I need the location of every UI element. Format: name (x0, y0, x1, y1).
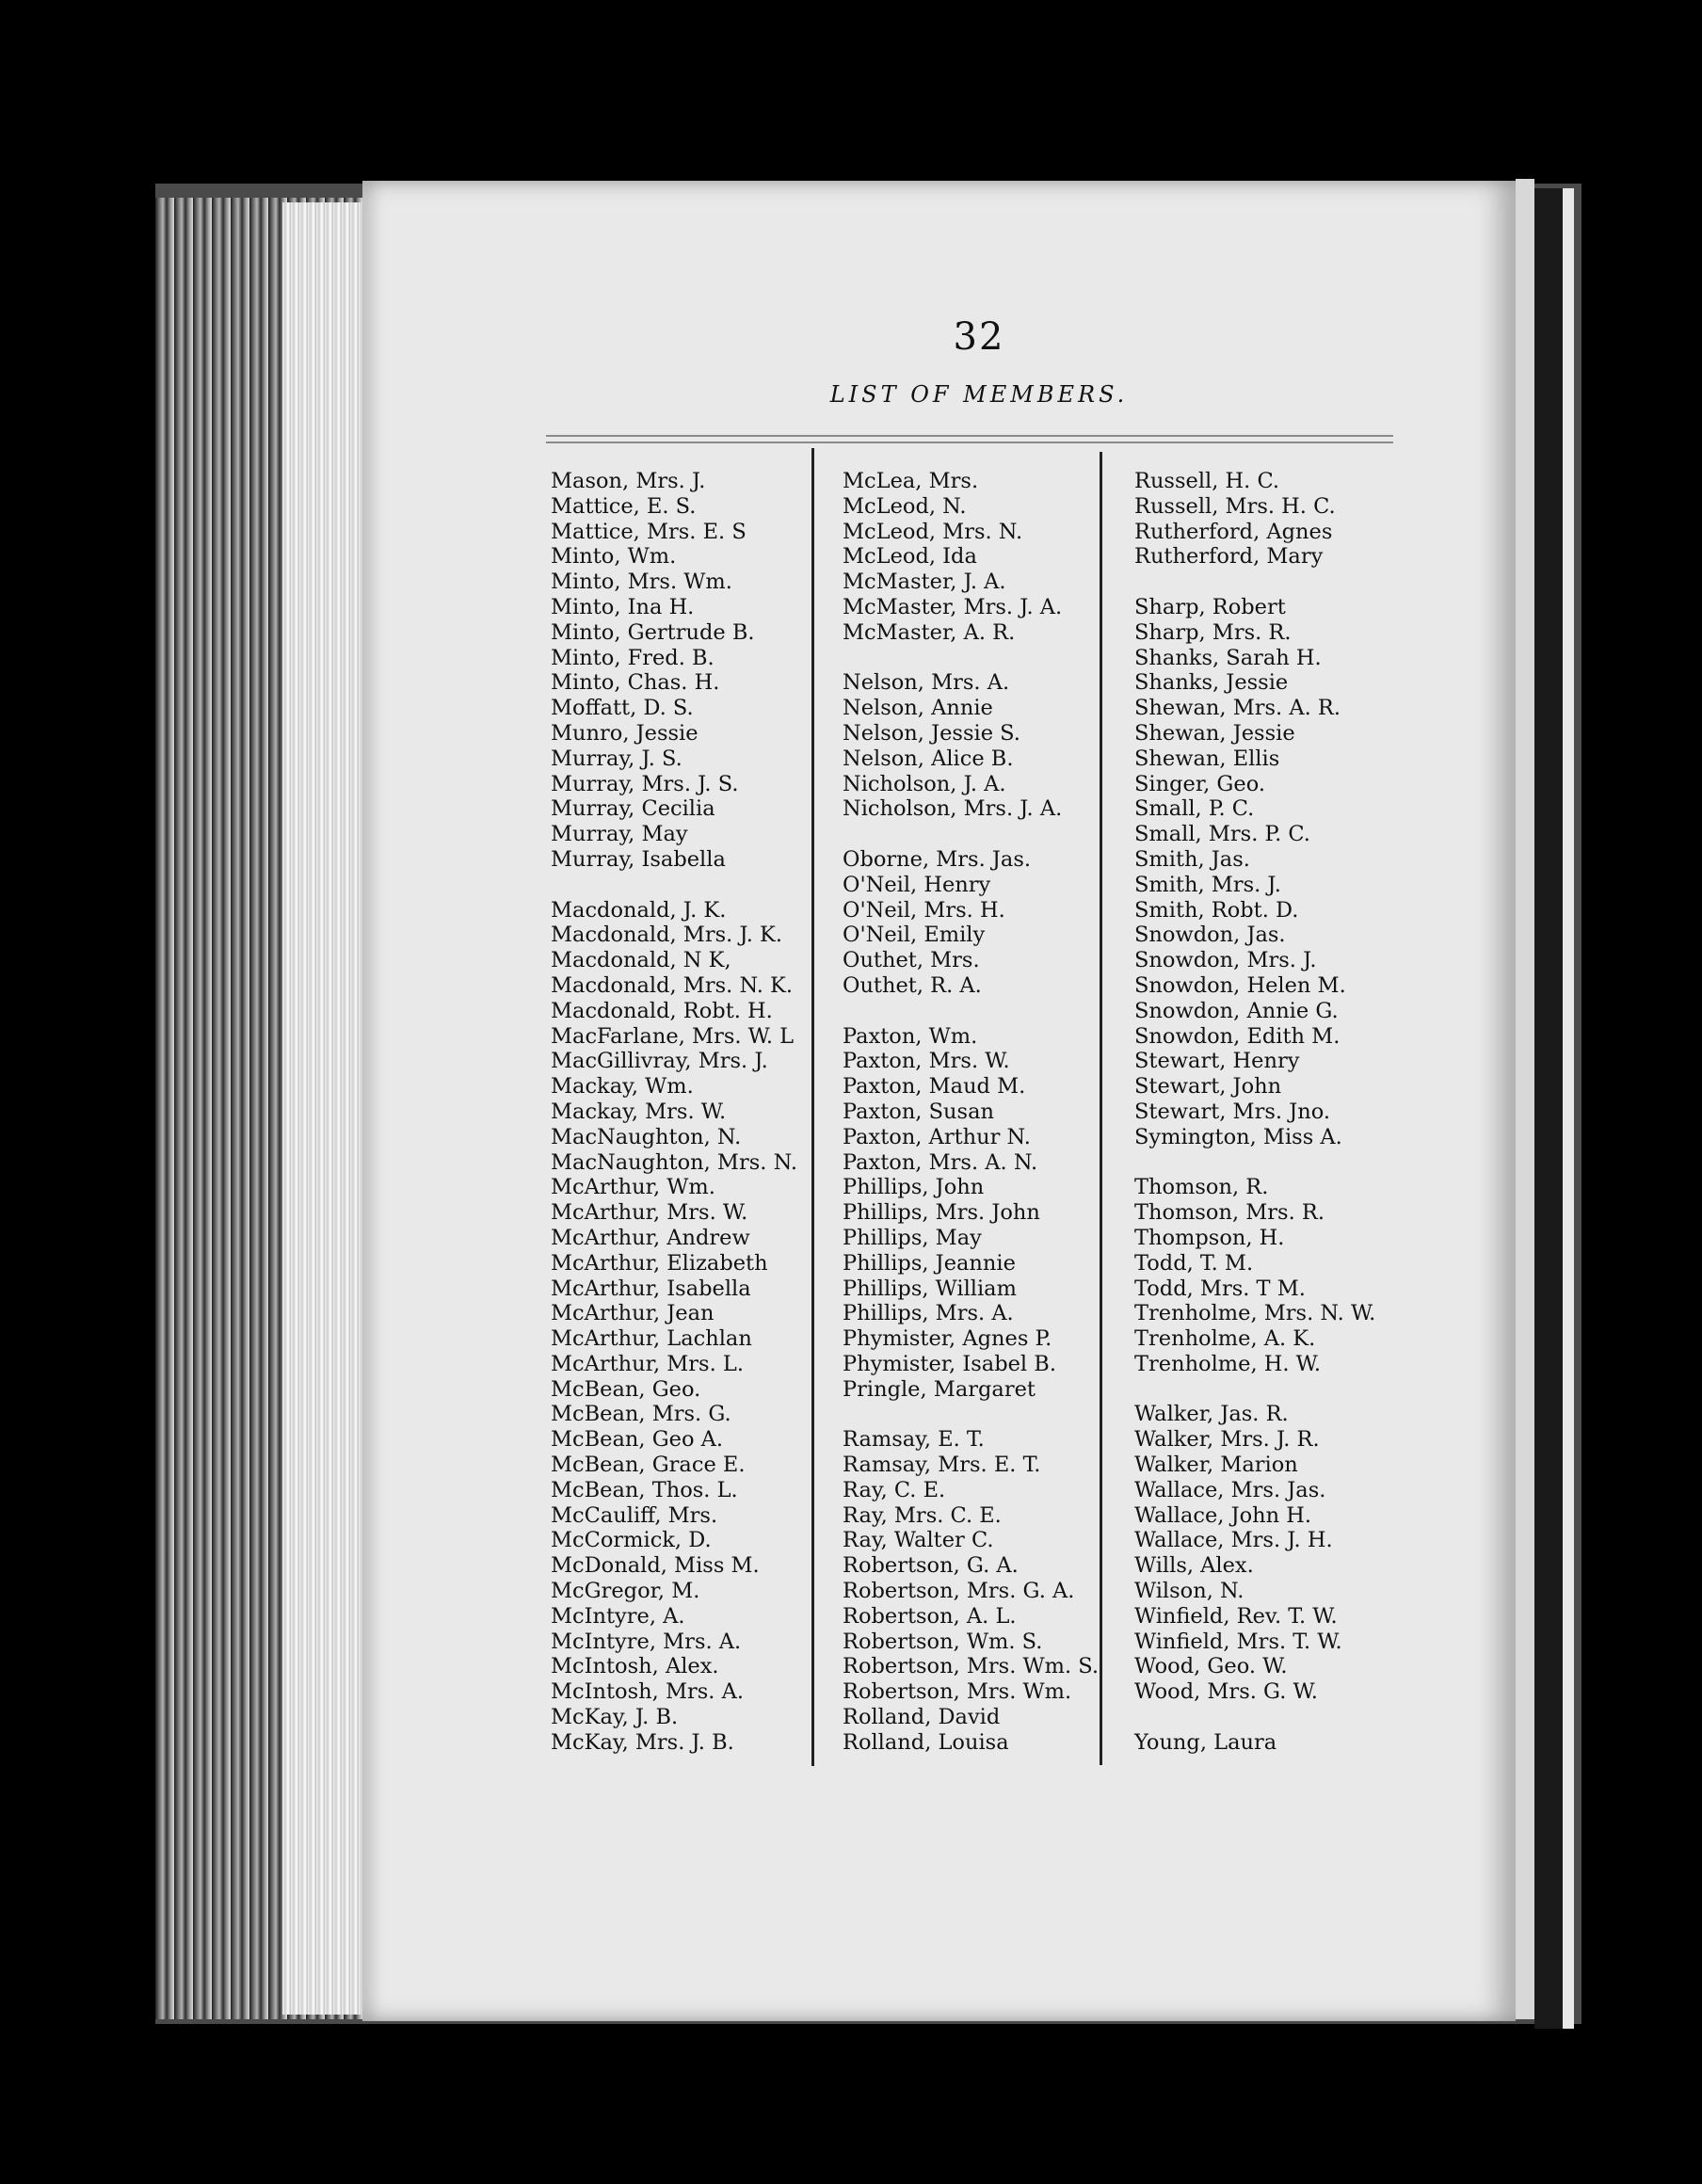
member-column-1 (551, 469, 797, 1756)
page-number: 32 (953, 315, 1005, 359)
member-entry: Phillips, May (843, 1225, 982, 1250)
member-entry: Wills, Alex. (1134, 1553, 1254, 1579)
member-entry: McMaster, J. A. (843, 570, 1006, 595)
member-entry: McArthur, Elizabeth (551, 1250, 768, 1276)
member-entry: Stewart, John (1134, 1074, 1282, 1100)
member-entry: Robertson, Mrs. G. A. (843, 1579, 1075, 1604)
member-entry: MacNaughton, N. (551, 1124, 742, 1149)
member-entry: Paxton, Arthur N. (843, 1124, 1031, 1149)
member-entry: McArthur, Mrs. L. (551, 1351, 744, 1376)
member-entry: Rutherford, Mary (1134, 544, 1324, 570)
member-entry: McDonald, Miss M. (551, 1553, 760, 1579)
member-entry: Ramsay, Mrs. E. T. (843, 1453, 1041, 1478)
member-column-2 (843, 469, 1099, 1756)
member-entry: Wallace, Mrs. Jas. (1134, 1477, 1326, 1502)
back-cover-strip (1563, 188, 1574, 2029)
member-entry: McMaster, A. R. (843, 619, 1016, 645)
member-entry: Snowdon, Jas. (1134, 923, 1286, 948)
member-entry: Wood, Geo. W. (1134, 1654, 1288, 1679)
member-entry: Snowdon, Mrs. J. (1134, 948, 1317, 973)
member-entry: Russell, Mrs. H. C. (1134, 493, 1336, 519)
member-entry: O'Neil, Emily (843, 923, 986, 948)
member-entry: Murray, Isabella (551, 846, 726, 872)
member-entry: Trenholme, A. K. (1134, 1326, 1316, 1352)
member-entry: Mattice, E. S. (551, 493, 697, 519)
member-entry: Sharp, Robert (1134, 594, 1286, 619)
member-entry: Mackay, Mrs. W. (551, 1099, 727, 1124)
member-entry: Ray, C. E. (843, 1477, 946, 1502)
member-entry: Nelson, Mrs. A. (843, 670, 1010, 696)
member-entry: Outhet, R. A. (843, 972, 982, 998)
member-entry: Stewart, Mrs. Jno. (1134, 1099, 1331, 1124)
member-entry: Walker, Marion (1134, 1453, 1298, 1478)
member-entry: McBean, Grace E. (551, 1453, 746, 1478)
member-entry: Smith, Robt. D. (1134, 897, 1299, 923)
member-entry: Minto, Gertrude B. (551, 619, 755, 645)
member-entry: Singer, Geo. (1134, 771, 1265, 796)
member-entry: Mackay, Wm. (551, 1074, 694, 1100)
member-entry: Mason, Mrs. J. (551, 469, 706, 493)
member-entry: Nelson, Annie (843, 696, 993, 721)
member-entry: Rolland, Louisa (843, 1729, 1009, 1755)
member-entry: McIntyre, Mrs. A. (551, 1629, 742, 1654)
member-entry: Walker, Mrs. J. R. (1134, 1427, 1320, 1453)
member-entry: Winfield, Rev. T. W. (1134, 1603, 1338, 1629)
member-entry: MacGillivray, Mrs. J. (551, 1049, 768, 1074)
member-column-3 (1134, 469, 1375, 1756)
member-entry: MacFarlane, Mrs. W. L (551, 1023, 795, 1049)
member-entry: Minto, Fred. B. (551, 645, 715, 670)
member-entry: Macdonald, Mrs. J. K. (551, 923, 782, 948)
member-entry: Mattice, Mrs. E. S (551, 519, 747, 544)
member-entry: Nicholson, J. A. (843, 771, 1006, 796)
member-entry: McKay, J. B. (551, 1705, 679, 1730)
member-entry: Phillips, Mrs. John (843, 1200, 1040, 1226)
member-entry: Ramsay, E. T. (843, 1427, 985, 1453)
member-entry: Trenholme, H. W. (1134, 1351, 1322, 1376)
member-entry: Small, P. C. (1134, 796, 1255, 822)
member-entry: Thomson, R. (1134, 1175, 1269, 1200)
member-entry: Ray, Mrs. C. E. (843, 1502, 1002, 1528)
member-entry: Minto, Mrs. Wm. (551, 570, 732, 595)
member-entry: Nelson, Jessie S. (843, 720, 1020, 746)
member-entry: Robertson, Mrs. Wm. S. (843, 1654, 1100, 1679)
member-entry: McArthur, Mrs. W. (551, 1200, 748, 1226)
member-entry: Oborne, Mrs. Jas. (843, 846, 1032, 872)
member-entry: McBean, Geo A. (551, 1427, 724, 1453)
member-entry: Young, Laura (1134, 1729, 1277, 1755)
member-entry: Trenholme, Mrs. N. W. (1134, 1301, 1376, 1326)
heading-rule-top (546, 435, 1393, 437)
member-entry: Russell, H. C. (1134, 469, 1280, 493)
member-entry: O'Neil, Mrs. H. (843, 897, 1005, 923)
member-entry: Murray, Cecilia (551, 796, 715, 822)
member-entry: McCauliff, Mrs. (551, 1502, 718, 1528)
member-entry: Pringle, Margaret (843, 1376, 1036, 1402)
member-entry: Macdonald, Mrs. N. K. (551, 972, 793, 998)
member-entry: Munro, Jessie (551, 720, 698, 746)
member-entry: Macdonald, Robt. H. (551, 998, 773, 1023)
member-entry: McArthur, Wm. (551, 1175, 715, 1200)
member-entry: Phillips, William (843, 1276, 1017, 1301)
member-entry: Wallace, John H. (1134, 1502, 1312, 1528)
member-entry: Shanks, Jessie (1134, 670, 1289, 696)
member-entry: McMaster, Mrs. J. A. (843, 594, 1063, 619)
section-gap (843, 999, 1099, 1024)
member-entry: McCormick, D. (551, 1528, 712, 1553)
section-gap (1134, 1150, 1375, 1176)
member-entry: McKay, Mrs. J. B. (551, 1729, 734, 1755)
member-entry: McIntosh, Alex. (551, 1654, 719, 1679)
member-entry: Small, Mrs. P. C. (1134, 822, 1310, 847)
member-entry: Nelson, Alice B. (843, 746, 1014, 771)
member-entry: Phymister, Isabel B. (843, 1351, 1056, 1376)
member-entry: Thomson, Mrs. R. (1134, 1200, 1325, 1226)
member-entry: Paxton, Susan (843, 1099, 994, 1124)
member-entry: McBean, Thos. L. (551, 1477, 738, 1502)
member-entry: McBean, Mrs. G. (551, 1402, 731, 1427)
member-entry: Minto, Ina H. (551, 594, 695, 619)
member-entry: Todd, T. M. (1134, 1250, 1254, 1276)
member-entry: Phillips, Jeannie (843, 1250, 1016, 1276)
member-entry: McLeod, Ida (843, 544, 977, 570)
member-entry: Sharp, Mrs. R. (1134, 619, 1292, 645)
member-entry: McArthur, Andrew (551, 1225, 750, 1250)
member-entry: Minto, Wm. (551, 544, 677, 570)
member-entry: Snowdon, Annie G. (1134, 998, 1339, 1023)
page-edges-inner (282, 202, 367, 2015)
member-entry: McGregor, M. (551, 1579, 700, 1604)
member-entry: McLeod, N. (843, 493, 967, 519)
heading-rule-bottom (546, 442, 1393, 443)
member-entry: Murray, May (551, 822, 688, 847)
member-entry: Nicholson, Mrs. J. A. (843, 796, 1063, 822)
section-gap (1134, 1377, 1375, 1403)
column-divider-1 (811, 448, 814, 1766)
member-entry: Macdonald, N K, (551, 948, 731, 973)
back-cover (1534, 188, 1563, 2029)
member-entry: Macdonald, J. K. (551, 897, 727, 923)
member-entry: Minto, Chas. H. (551, 670, 720, 696)
member-entry: Robertson, A. L. (843, 1603, 1017, 1629)
member-entry: Robertson, G. A. (843, 1553, 1019, 1579)
section-gap (1134, 1705, 1375, 1730)
member-entry: McArthur, Isabella (551, 1276, 751, 1301)
member-entry: McBean, Geo. (551, 1376, 701, 1402)
member-entry: Murray, J. S. (551, 746, 682, 771)
member-entry: Wood, Mrs. G. W. (1134, 1679, 1318, 1705)
member-entry: Symington, Miss A. (1134, 1124, 1342, 1149)
member-entry: Thompson, H. (1134, 1225, 1285, 1250)
section-gap (1134, 570, 1375, 595)
member-entry: MacNaughton, Mrs. N. (551, 1149, 797, 1175)
member-entry: McIntosh, Mrs. A. (551, 1679, 744, 1705)
member-entry: Wallace, Mrs. J. H. (1134, 1528, 1333, 1553)
member-entry: McArthur, Jean (551, 1301, 715, 1326)
section-gap (843, 1402, 1099, 1427)
member-entry: Shewan, Jessie (1134, 720, 1295, 746)
member-entry: Stewart, Henry (1134, 1049, 1300, 1074)
member-entry: McLea, Mrs. (843, 469, 979, 493)
member-entry: Wilson, N. (1134, 1579, 1244, 1604)
member-entry: Rutherford, Agnes (1134, 519, 1333, 544)
member-entry: Paxton, Mrs. W. (843, 1049, 1010, 1074)
member-entry: Walker, Jas. R. (1134, 1402, 1289, 1427)
member-entry: Murray, Mrs. J. S. (551, 771, 739, 796)
member-entry: Smith, Mrs. J. (1134, 872, 1281, 897)
member-entry: Winfield, Mrs. T. W. (1134, 1629, 1342, 1654)
member-entry: Outhet, Mrs. (843, 948, 980, 973)
member-entry: Moffatt, D. S. (551, 696, 694, 721)
member-entry: Shanks, Sarah H. (1134, 645, 1322, 670)
member-entry: Ray, Walter C. (843, 1528, 994, 1553)
member-entry: Phillips, Mrs. A. (843, 1301, 1014, 1326)
member-entry: McLeod, Mrs. N. (843, 519, 1023, 544)
page-gutter (1516, 179, 1534, 2019)
page-heading: LIST OF MEMBERS. (829, 381, 1129, 408)
member-entry: McArthur, Lachlan (551, 1326, 752, 1352)
member-entry: Paxton, Mrs. A. N. (843, 1149, 1038, 1175)
column-divider-2 (1100, 452, 1102, 1765)
member-entry: Shewan, Mrs. A. R. (1134, 696, 1341, 721)
member-entry: Phillips, John (843, 1175, 985, 1200)
member-entry: Robertson, Wm. S. (843, 1629, 1043, 1654)
member-entry: Todd, Mrs. T M. (1134, 1276, 1306, 1301)
member-entry: Phymister, Agnes P. (843, 1326, 1052, 1352)
member-entry: Snowdon, Helen M. (1134, 972, 1346, 998)
member-entry: O'Neil, Henry (843, 872, 991, 897)
member-entry: Snowdon, Edith M. (1134, 1023, 1341, 1049)
member-entry: Smith, Jas. (1134, 846, 1250, 872)
member-entry: Rolland, David (843, 1705, 1001, 1730)
member-entry: Paxton, Wm. (843, 1023, 978, 1049)
section-gap (551, 873, 797, 898)
member-entry: Paxton, Maud M. (843, 1074, 1026, 1100)
section-gap (843, 646, 1099, 671)
member-entry: Shewan, Ellis (1134, 746, 1280, 771)
member-entry: Robertson, Mrs. Wm. (843, 1679, 1072, 1705)
member-entry: McIntyre, A. (551, 1603, 685, 1629)
section-gap (843, 822, 1099, 847)
